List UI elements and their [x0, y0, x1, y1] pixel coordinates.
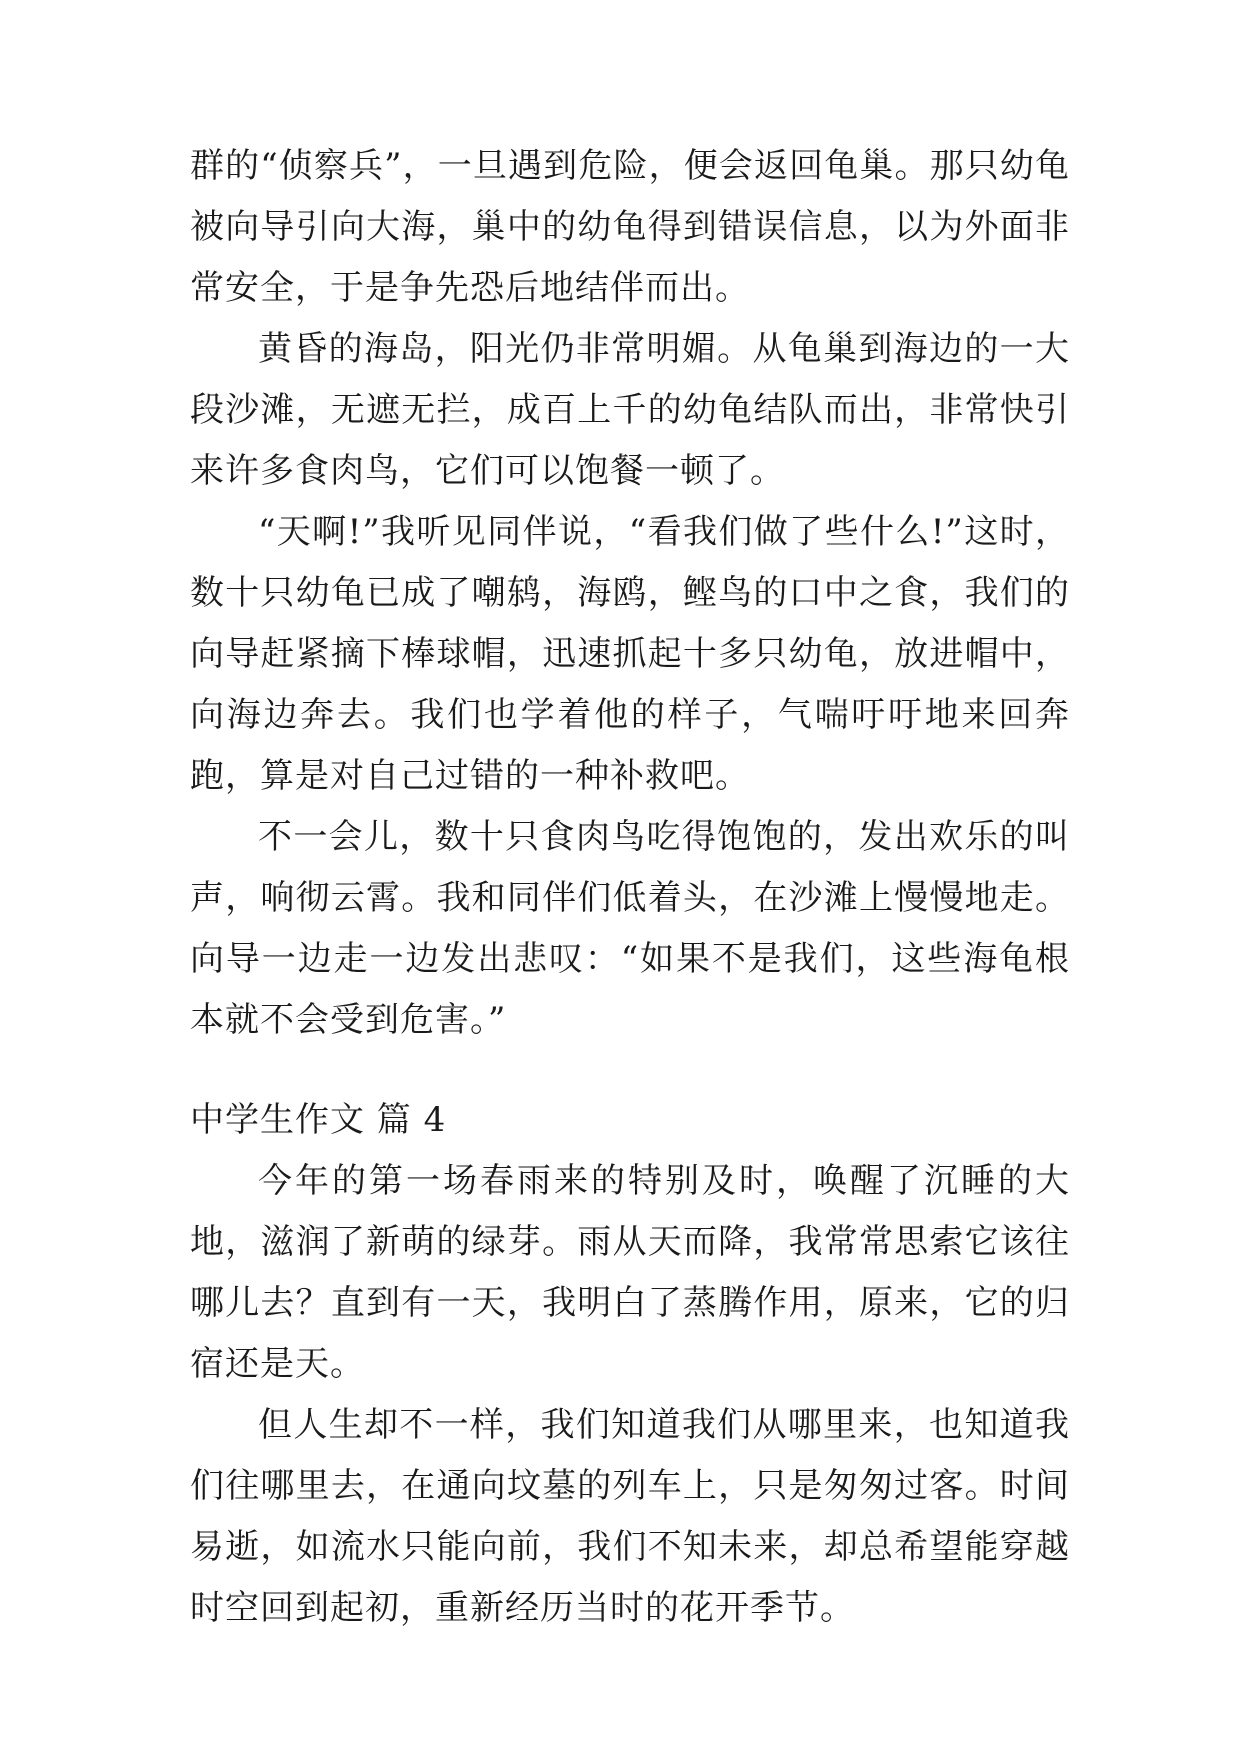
section-heading: 中学生作文 篇 4	[190, 1100, 447, 1140]
paragraph: 不一会儿，数十只食肉鸟吃得饱饱的，发出欢乐的叫声，响彻云霄。我和同伴们低着头，在沙滩上慢慢地走。向导一边走一边发出悲叹：“如果不是我们，这些海龟根本就不会受到危害。”	[190, 817, 1070, 1040]
essay-section-4	[190, 1090, 1070, 1639]
paragraph: 但人生却不一样，我们知道我们从哪里来，也知道我们往哪里去，在通向坟墓的列车上，只是匆匆过客。时间易逝，如流水只能向前，我们不知未来，却总希望能穿越时空回到起初，重新经历当时的花开季节。	[190, 1405, 1070, 1628]
paragraph: 黄昏的海岛，阳光仍非常明媚。从龟巢到海边的一大段沙滩，无遮无拦，成百上千的幼龟结队而出，非常快引来许多食肉鸟，它们可以饱餐一顿了。	[190, 329, 1070, 491]
paragraph: “天啊!”我听见同伴说，“看我们做了些什么!”这时，数十只幼龟已成了嘲鸫，海鸥，鲣鸟的口中之食，我们的向导赶紧摘下棒球帽，迅速抓起十多只幼龟，放进帽中，向海边奔去。我们也学着他的样子，气喘吁吁地来回奔跑，算是对自己过错的一种补救吧。	[190, 512, 1070, 796]
paragraph: 今年的第一场春雨来的特别及时，唤醒了沉睡的大地，滋润了新萌的绿芽。雨从天而降，我常常思索它该往哪儿去？直到有一天，我明白了蒸腾作用，原来，它的归宿还是天。	[190, 1161, 1070, 1384]
essay-part-1	[190, 136, 1070, 1051]
paragraph-continued: 群的“侦察兵”，一旦遇到危险，便会返回龟巢。那只幼龟被向导引向大海，巢中的幼龟得到错误信息，以为外面非常安全，于是争先恐后地结伴而出。	[190, 146, 1070, 308]
